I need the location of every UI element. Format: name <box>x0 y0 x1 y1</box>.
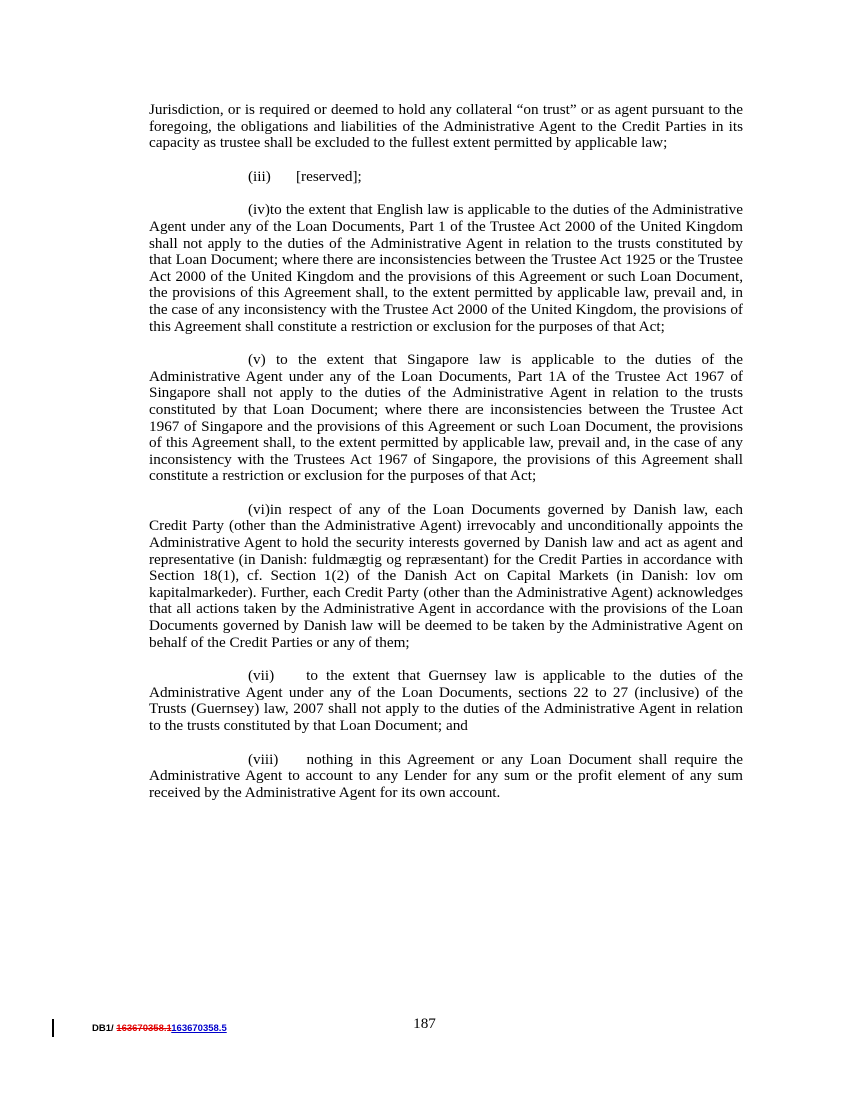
paragraph-v: (v) to the extent that Singapore law is applicable to the duties of the Administrative Agent under any of the Loan Documents, Part 1A of the Trustee Act 1967 of Singapore shall not apply to the duties of the Administrative Agent in relation to the trusts constituted by that Loan Document; where there are inconsistencies between the Trustee Act 1967 of Singapore and the provisions of this Agreement or such Loan Document, the provisions of this Agreement shall, to the extent permitted by applicable law, prevail and, in the case of any inconsistency with the Trustees Act 1967 of Singapore, the provisions of this Agreement shall constitute a restriction or exclusion for the purposes of that Act; <box>149 351 743 485</box>
document-id-prefix: DB1/ <box>92 1023 117 1034</box>
paragraph-continuation: Jurisdiction, or is required or deemed to hold any collateral “on trust” or as agent pursuant to the foregoing, the obligations and liabilities of the Administrative Agent to the Credit Parties in its capacity as trustee shall be excluded to the fullest extent permitted by applicable law; <box>149 101 743 152</box>
paragraph-vii: (vii) to the extent that Guernsey law is applicable to the duties of the Administrative Agent under any of the Loan Documents, sections 22 to 27 (inclusive) of the Trusts (Guernsey) law, 2007 shall not apply to the duties of the Administrative Agent in relation to the trusts constituted by that Loan Document; and <box>149 667 747 734</box>
paragraph-viii: (viii) nothing in this Agreement or any Loan Document shall require the Administrative Agent to account to any Lender for any sum or the profit element of any sum received by the Administrative Agent for its own account. <box>149 750 747 801</box>
document-id-deleted: 163670358.1 <box>116 1023 172 1034</box>
paragraph-vi: (vi)in respect of any of the Loan Documents governed by Danish law, each Credit Party (other than the Administrative Agent) irrevocably and unconditionally appoints the Administrative Agent to hold the security interests governed by Danish law and act as agent and representative (in Danish: fuldmægtig og repræsentant) for the Credit Parties in accordance with Section 18(1), cf. Section 1(2) of the Danish Act on Capital Markets (in Danish: lov om kapitalmarkeder). Further, each Credit Party (other than the Administrative Agent) acknowledges that all actions taken by the Administrative Agent in accordance with the provisions of the Loan Documents governed by Danish law will be deemed to be taken by the Administrative Agent on behalf of the Credit Parties or any of them; <box>149 500 743 651</box>
document-body <box>149 101 747 818</box>
paragraph-iv: (iv)to the extent that English law is applicable to the duties of the Administrative Agent under any of the Loan Documents, Part 1 of the Trustee Act 2000 of the United Kingdom shall not apply to the duties of the Administrative Agent in relation to the trusts constituted by that Loan Document; where there are inconsistencies between the Trustee Act 1925 or the Trustee Act 2000 of the United Kingdom and the provisions of this Agreement or such Loan Document, the provisions of this Agreement shall, to the extent permitted by applicable law, prevail and, in the case of any inconsistency with the Trustee Act 2000 of the United Kingdom, the provisions of this Agreement shall constitute a restriction or exclusion for the purposes of that Act; <box>149 201 743 335</box>
clause-number-iii: (iii) <box>248 167 271 185</box>
clause-text-iii: [reserved]; <box>296 167 362 185</box>
page-number: 187 <box>413 1015 436 1032</box>
document-id-inserted: 163670358.5 <box>171 1023 227 1034</box>
paragraph-iii <box>248 169 743 186</box>
